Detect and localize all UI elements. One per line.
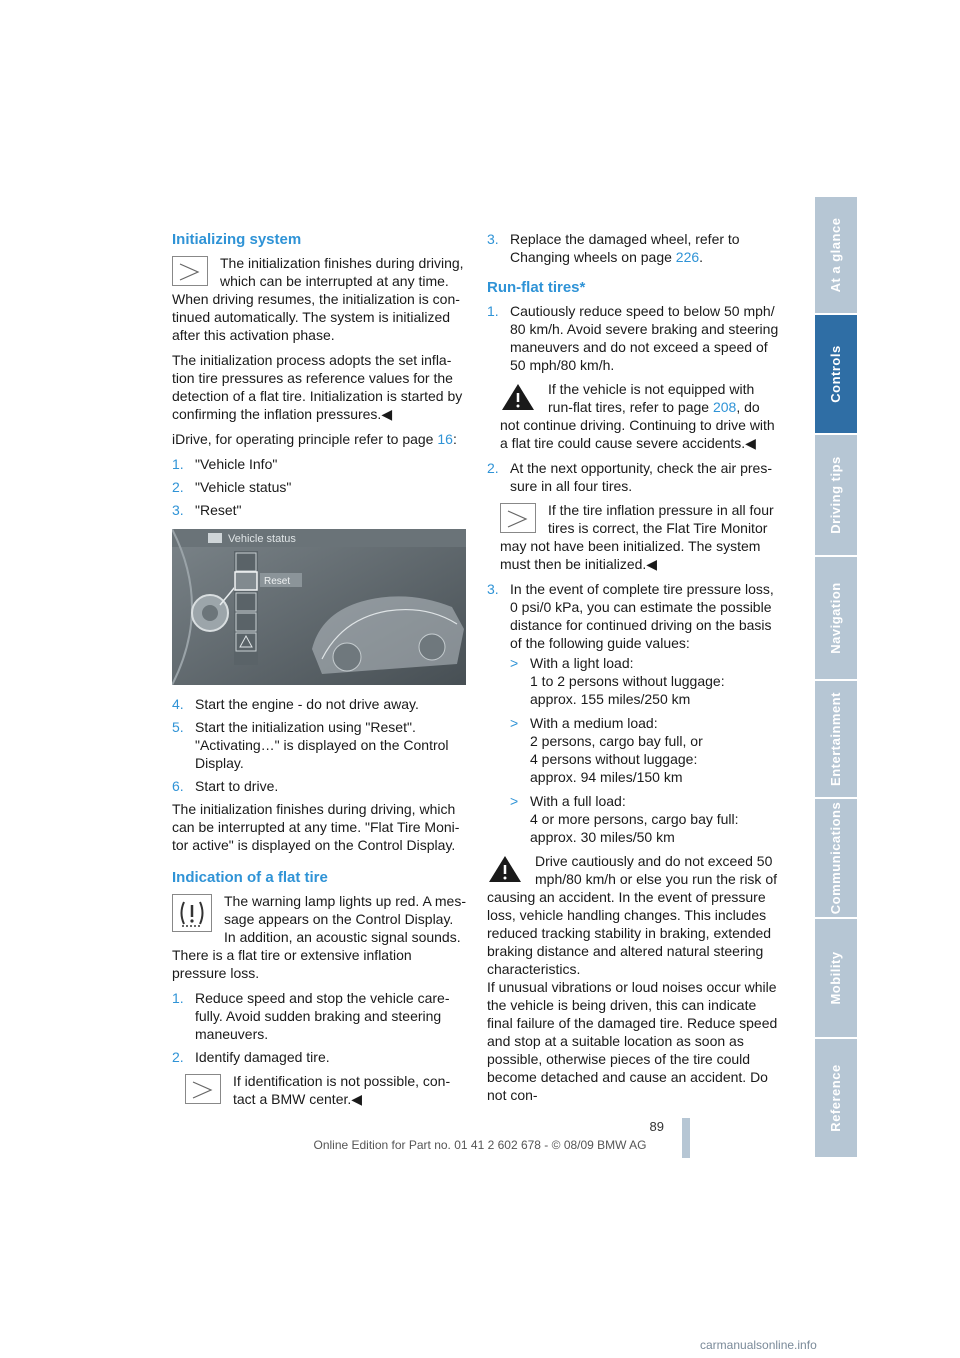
note-initialization: The initialization finishes during driving, which can be interrupted at any time. When driving resumes, the initialization is con-tinued automatically. The system is initialized after this activation phase.: [172, 255, 464, 343]
list-item: 2. Identify damaged tire. If identification is not possible, con-tact a BMW center.◀: [172, 1048, 466, 1108]
note-arrow-icon: [500, 503, 536, 533]
list-item: 2. "Vehicle status": [172, 479, 292, 495]
note-pressure-correct: If the tire inflation pressure in all four tires is correct, the Flat Tire Monitor may not have been initialized. The system must then be initialized.◀: [500, 502, 774, 572]
note-identify: If identification is not possible, con-tact a BMW center.◀: [185, 1072, 466, 1108]
warning-drive-cautiously: Drive cautiously and do not exceed 50 mph/80 km/h or else you run the risk of causing an accident. In the event of pressure loss, vehicle handling changes. This includes reduced tracking stability in braking, extended braking distance and altered natural steering characteristics.: [487, 853, 777, 977]
note-arrow-icon: [172, 256, 208, 286]
steps-list-1: [172, 455, 466, 519]
list-item: 1. Cautiously reduce speed to below 50 mph/ 80 km/h. Avoid severe braking and steering maneuvers and do not exceed a speed of 50 mph/80 km/h. If the vehicle is not equipped with run-flat tires, refer to page 208, do not continue driving. Continuing to drive with a flat tire could cause severe accidents.◀: [487, 302, 781, 452]
load-item-medium: > With a medium load: 2 persons, cargo bay full, or 4 persons without luggage: approx. 94 miles/150 km: [510, 715, 703, 785]
tab-at-a-glance[interactable]: At a glance: [815, 197, 857, 315]
steps-list-3: [172, 989, 466, 1108]
section-title-flat-tire: Indication of a flat tire: [172, 869, 328, 886]
section-title-initializing: Initializing system: [172, 231, 302, 248]
vehicle-status-image: [172, 529, 466, 685]
steps-list-2: [172, 695, 466, 795]
init-paragraph: The initialization process adopts the set infla-tion tire pressures as reference values for the detection of a flat tire. Initialization is started by confirming the inflation pressures.◀: [172, 352, 463, 422]
list-item: 1. "Vehicle Info": [172, 456, 278, 472]
load-item-full: > With a full load: 4 or more persons, cargo bay full: approx. 30 miles/50 km: [510, 793, 739, 845]
vehicle-status-screenshot: [172, 529, 466, 685]
page-link-208[interactable]: 208: [712, 399, 737, 415]
note-warning-lamp: The warning lamp lights up red. A mes-sage appears on the Control Display. In addition, an acoustic signal sounds. There is a flat tire or extensive inflation pressure loss.: [172, 893, 467, 981]
warning-run-flat: If the vehicle is not equipped with run-flat tires, refer to page 208, do not continue driving. Continuing to drive with a flat tire could cause severe accidents.◀: [500, 381, 775, 451]
tab-controls[interactable]: Controls: [815, 315, 857, 435]
right-column: [487, 230, 781, 1111]
init-end-paragraph: The initialization finishes during driving, which can be interrupted at any time. "Flat Tire Moni-tor active" is displayed on the Control Display.: [172, 801, 460, 853]
note-arrow-icon: [185, 1074, 221, 1104]
warning-triangle-icon: [500, 382, 536, 412]
page-link-226[interactable]: 226: [675, 249, 700, 265]
tab-reference[interactable]: Reference: [815, 1039, 857, 1159]
idrive-paragraph: iDrive, for operating principle refer to page 16:: [172, 431, 457, 447]
steps-list-run-flat: [487, 302, 781, 846]
tab-navigation[interactable]: Navigation: [815, 557, 857, 681]
final-paragraph: If unusual vibrations or loud noises occur while the vehicle is being driven, this can indicate final failure of the damaged tire. Reduce speed and stop at a suitable location as soon as possible, otherwise pieces of the tire could become detached and cause an accident. Do not con-: [487, 979, 778, 1103]
section-title-run-flat: Run-flat tires*: [487, 279, 586, 296]
flat-tire-warning-icon: [172, 894, 212, 932]
list-item: 3. "Reset": [172, 502, 242, 518]
page-link-16[interactable]: 16: [437, 431, 453, 447]
screen-reset-label: Reset: [264, 576, 291, 587]
list-item: 3. Replace the damaged wheel, refer to Changing wheels on page 226.: [487, 231, 740, 265]
left-column: [172, 230, 466, 1115]
watermark: carmanualsonline.info: [700, 1338, 817, 1352]
tab-mobility[interactable]: Mobility: [815, 919, 857, 1039]
list-item: 4. Start the engine - do not drive away.: [172, 696, 419, 712]
tab-driving-tips[interactable]: Driving tips: [815, 435, 857, 557]
warning-triangle-icon: [487, 854, 523, 884]
list-item: 6. Start to drive.: [172, 778, 279, 794]
load-list: [510, 654, 781, 846]
footer-edition: Online Edition for Part no. 01 41 2 602 678 - © 08/09 BMW AG: [313, 1138, 647, 1152]
chapter-tabs: [815, 197, 857, 1159]
tab-communications[interactable]: Communications: [815, 799, 857, 919]
page-number: 89: [649, 1119, 664, 1134]
steps-list-right-1: [487, 230, 781, 266]
list-item: 3. In the event of complete tire pressure loss, 0 psi/0 kPa, you can estimate the possible distance for continued driving on the basis of the following guide values: > With a light load: 1 to 2 persons without luggage: approx. 155 miles/250 km > With a medium load: 2 persons, cargo bay full, or 4 persons without luggage: approx. 94 miles/150 km > With a full load: 4 or more persons, cargo bay full: approx. 30 miles/50 km: [487, 580, 781, 846]
list-item: 5. Start the initialization using "Reset". "Activating…" is displayed on the Control Display.: [172, 719, 449, 771]
tab-entertainment[interactable]: Entertainment: [815, 681, 857, 799]
list-item: 1. Reduce speed and stop the vehicle care-fully. Avoid sudden braking and steering maneuvers.: [172, 990, 450, 1042]
load-item-light: > With a light load: 1 to 2 persons without luggage: approx. 155 miles/250 km: [510, 655, 725, 707]
screen-title: Vehicle status: [228, 533, 296, 545]
list-item: 2. At the next opportunity, check the air pres-sure in all four tires. If the tire inflation pressure in all four tires is correct, the Flat Tire Monitor may not have been initialized. The system must then be initialized.◀: [487, 459, 781, 573]
